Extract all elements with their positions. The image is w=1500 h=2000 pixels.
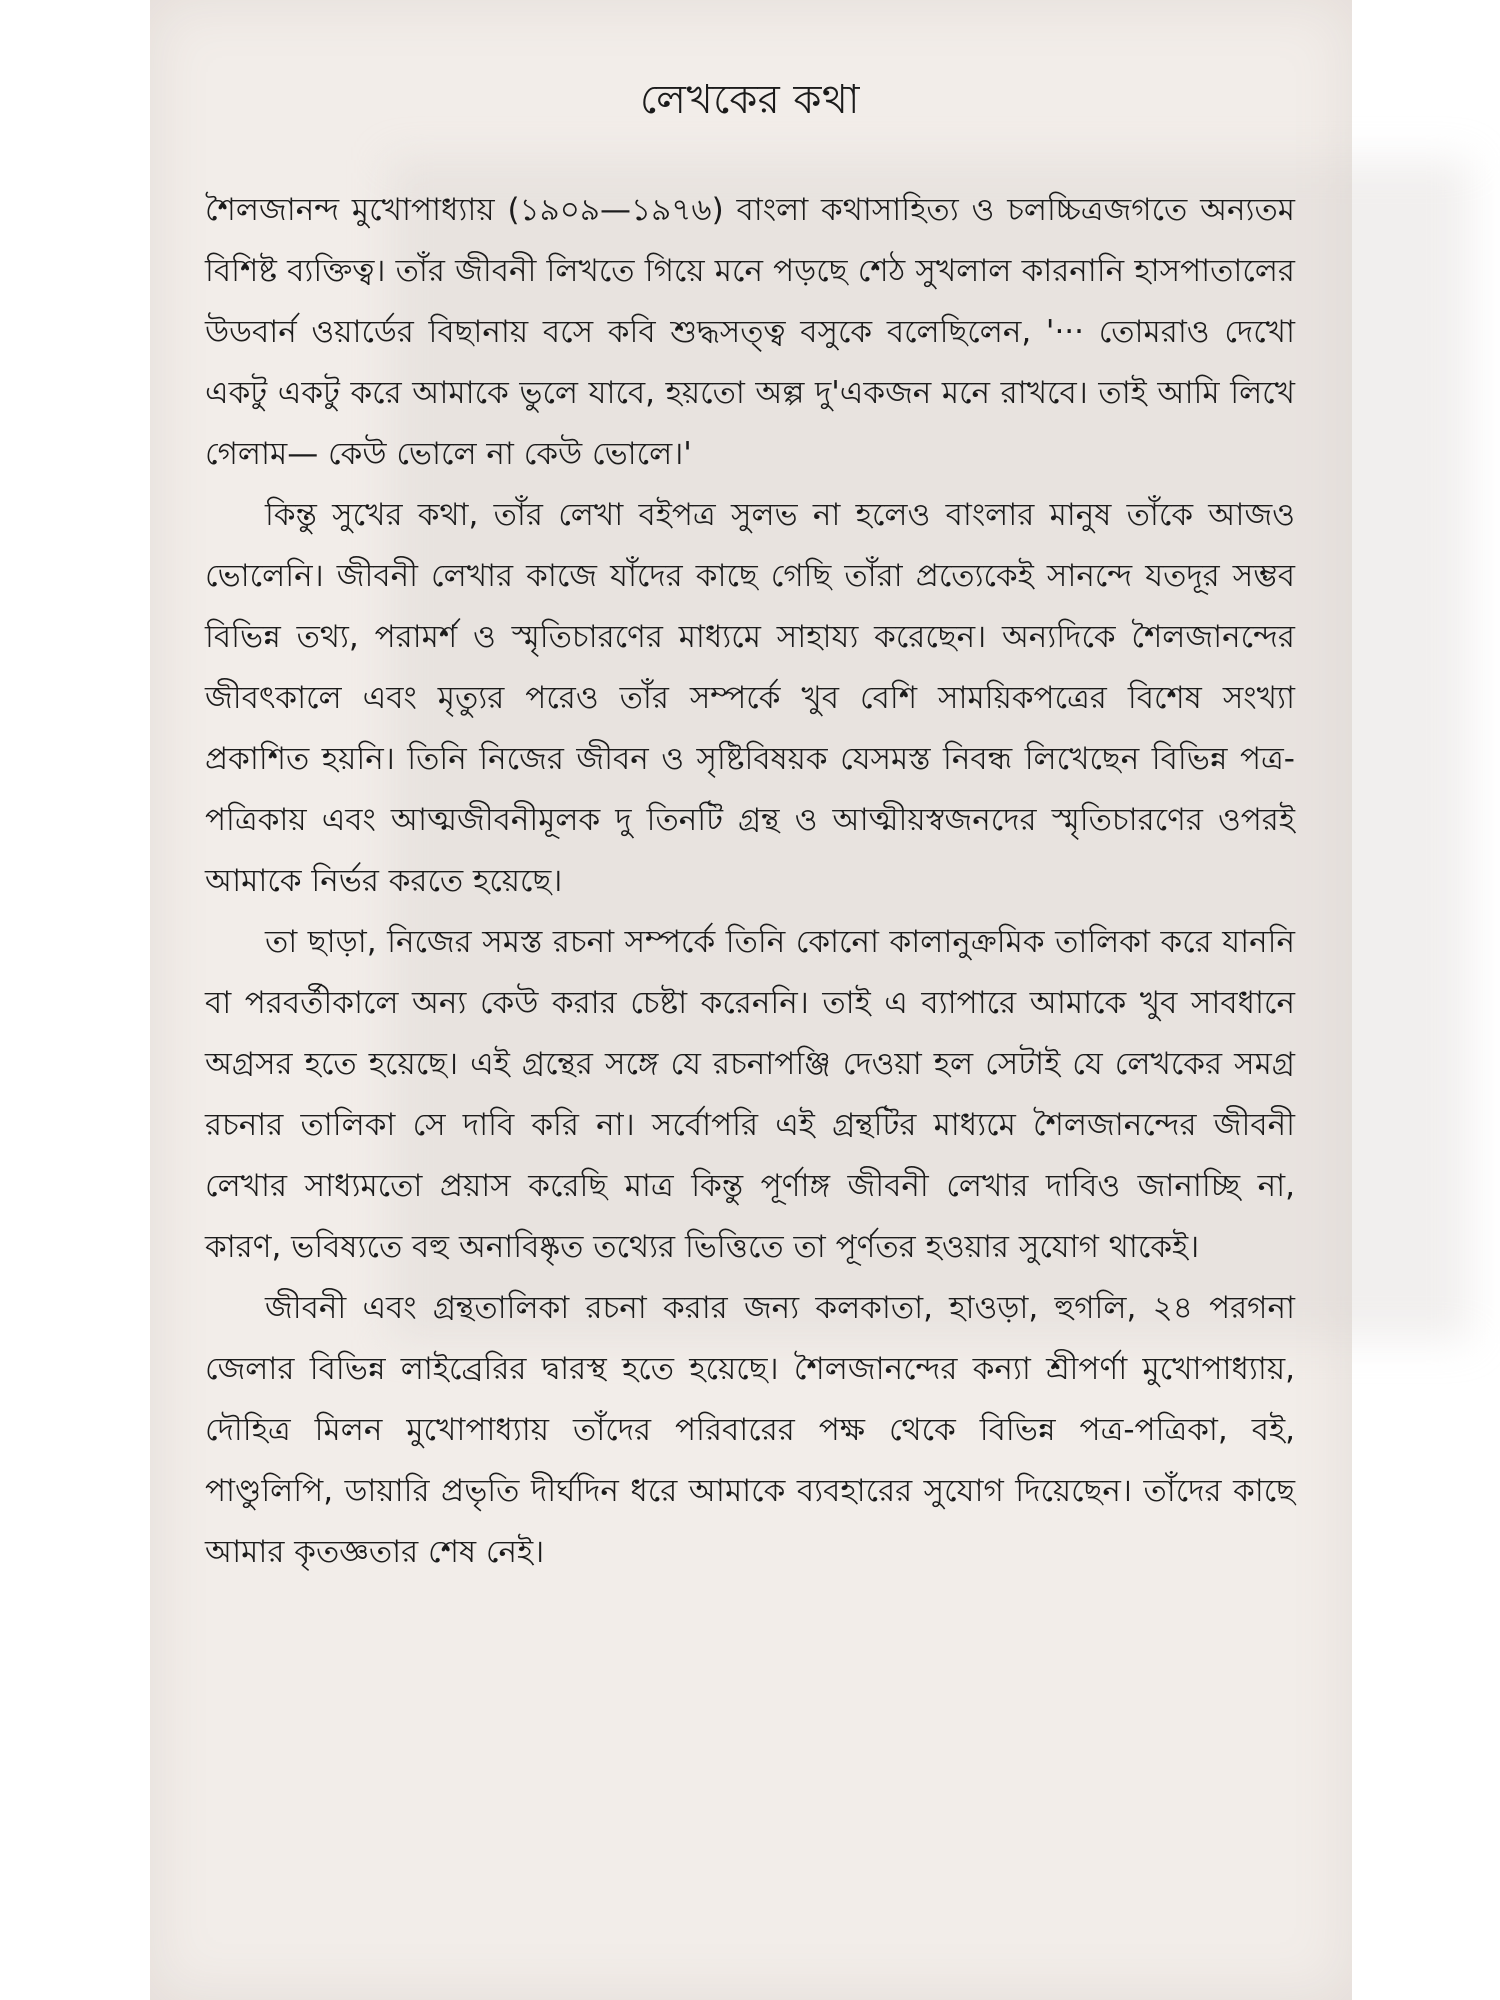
paragraph-2: কিন্তু সুখের কথা, তাঁর লেখা বইপত্র সুলভ না হলেও বাংলার মানুষ তাঁকে আজও ভোলেনি। জীবনী লেখার কাজে যাঁদের কাছে গেছি তাঁরা প্রত্যেকেই সানন্দে যতদূর সম্ভব বিভিন্ন তথ্য, পরামর্শ ও স্মৃতিচারণের মাধ্যমে সাহায্য করেছেন। অন্যদিকে শৈলজানন্দের জীবৎকালে এবং মৃত্যুর পরেও তাঁর সম্পর্কে খুব বেশি সাময়িকপত্রের বিশেষ সংখ্যা প্রকাশিত হয়নি। তিনি নিজের জীবন ও সৃষ্টিবিষয়ক যেসমস্ত নিবন্ধ লিখেছেন বিভিন্ন পত্র-পত্রিকায় এবং আত্মজীবনীমূলক দু তিনটি গ্রন্থ ও আত্মীয়স্বজনদের স্মৃতিচারণের ওপরই আমাকে নির্ভর করতে হয়েছে।: [205, 497, 1295, 899]
body-text: [205, 180, 1295, 1583]
page-title: লেখকের কথা: [639, 77, 861, 123]
paragraph-1: শৈলজানন্দ মুখোপাধ্যায় (১৯০৯—১৯৭৬) বাংলা কথাসাহিত্য ও চলচ্চিত্রজগতে অন্যতম বিশিষ্ট ব্যক্তিত্ব। তাঁর জীবনী লিখতে গিয়ে মনে পড়ছে শেঠ সুখলাল কারনানি হাসপাতালের উডবার্ন ওয়ার্ডের বিছানায় বসে কবি শুদ্ধসত্ত্ব বসুকে বলেছিলেন, '··· তোমরাও দেখো একটু একটু করে আমাকে ভুলে যাবে, হয়তো অল্প দু'একজন মনে রাখবে। তাই আমি লিখে গেলাম— কেউ ভোলে না কেউ ভোলে।': [205, 192, 1295, 472]
paragraph-3: তা ছাড়া, নিজের সমস্ত রচনা সম্পর্কে তিনি কোনো কালানুক্রমিক তালিকা করে যাননি বা পরবর্তীকালে অন্য কেউ করার চেষ্টা করেননি। তাই এ ব্যাপারে আমাকে খুব সাবধানে অগ্রসর হতে হয়েছে। এই গ্রন্থের সঙ্গে যে রচনাপঞ্জি দেওয়া হল সেটাই যে লেখকের সমগ্র রচনার তালিকা সে দাবি করি না। সর্বোপরি এই গ্রন্থটির মাধ্যমে শৈলজানন্দের জীবনী লেখার সাধ্যমতো প্রয়াস করেছি মাত্র কিন্তু পূর্ণাঙ্গ জীবনী লেখার দাবিও জানাচ্ছি না, কারণ, ভবিষ্যতে বহু অনাবিষ্কৃত তথ্যের ভিত্তিতে তা পূর্ণতর হওয়ার সুযোগ থাকেই।: [205, 924, 1295, 1265]
paragraph-4: জীবনী এবং গ্রন্থতালিকা রচনা করার জন্য কলকাতা, হাওড়া, হুগলি, ২৪ পরগনা জেলার বিভিন্ন লাইব্রেরির দ্বারস্থ হতে হয়েছে। শৈলজানন্দের কন্যা শ্রীপর্ণা মুখোপাধ্যায়, দৌহিত্র মিলন মুখোপাধ্যায় তাঁদের পরিবারের পক্ষ থেকে বিভিন্ন পত্র-পত্রিকা, বই, পাণ্ডুলিপি, ডায়ারি প্রভৃতি দীর্ঘদিন ধরে আমাকে ব্যবহারের সুযোগ দিয়েছেন। তাঁদের কাছে আমার কৃতজ্ঞতার শেষ নেই।: [205, 1290, 1295, 1570]
